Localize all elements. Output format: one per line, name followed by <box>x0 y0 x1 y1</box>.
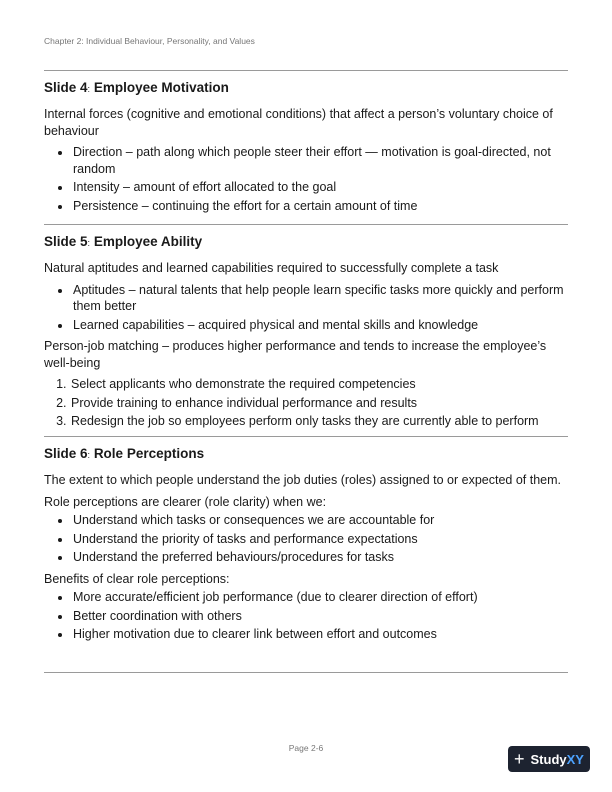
list-item: 3. Redesign the job so employees perform only tasks they are currently able to perform <box>70 413 568 430</box>
bullet-list <box>44 144 568 214</box>
list-item: • Persistence – continuing the effort for a certain amount of time <box>72 198 568 215</box>
list-item: • Understand the preferred behaviours/procedures for tasks <box>72 549 568 566</box>
studyxy-badge[interactable] <box>508 746 590 772</box>
bullet-list <box>44 589 568 643</box>
list-item: • Intensity – amount of effort allocated to the goal <box>72 179 568 196</box>
heading-colon: : <box>87 84 91 94</box>
list-item: • Aptitudes – natural talents that help people learn specific tasks more quickly and perform them better <box>72 282 568 315</box>
section-heading <box>44 445 568 464</box>
list-item: • Better coordination with others <box>72 608 568 625</box>
list-item: • More accurate/efficient job performance (due to clearer direction of effort) <box>72 589 568 606</box>
page-number: Page 2-6 <box>288 743 324 753</box>
bullet-list <box>44 282 568 334</box>
definition-text: Natural aptitudes and learned capabilities required to successfully complete a task <box>44 261 499 275</box>
brand-name: StudyXY <box>530 751 584 767</box>
divider <box>44 672 568 673</box>
slide-6-section <box>44 445 568 648</box>
paragraph: Role perceptions are clearer (role clarity) when we: <box>44 494 327 509</box>
section-heading <box>44 233 568 252</box>
slide-title: Employee Ability <box>93 234 203 249</box>
section-heading <box>44 79 568 98</box>
paragraph: Benefits of clear role perceptions: <box>44 571 230 586</box>
slide-5-section <box>44 233 568 435</box>
slide-4-section <box>44 79 568 219</box>
slide-number: Slide 6 <box>44 446 88 461</box>
list-item: 1. Select applicants who demonstrate the required competencies <box>70 376 568 393</box>
list-item: • Learned capabilities – acquired physical and mental skills and knowledge <box>72 317 568 334</box>
definition-text: Internal forces (cognitive and emotional conditions) that affect a person’s voluntary choice of behaviour <box>44 107 553 138</box>
paragraph: Person-job matching – produces higher performance and tends to increase the employee’s well-being <box>44 339 547 370</box>
divider <box>44 436 568 437</box>
list-item: • Higher motivation due to clearer link between effort and outcomes <box>72 626 568 643</box>
definition-text: The extent to which people understand the job duties (roles) assigned to or expected of them. <box>44 473 561 487</box>
running-header: Chapter 2: Individual Behaviour, Personality, and Values <box>44 36 255 46</box>
list-item: • Direction – path along which people steer their effort — motivation is goal-directed, not random <box>72 144 568 177</box>
divider <box>44 224 568 225</box>
slide-number: Slide 4 <box>44 80 88 95</box>
heading-colon: : <box>87 450 91 460</box>
list-item: 2. Provide training to enhance individual performance and results <box>70 395 568 412</box>
bullet-list <box>44 512 568 566</box>
slide-title: Role Perceptions <box>93 446 205 461</box>
numbered-list <box>44 376 568 430</box>
divider <box>44 70 568 71</box>
plus-icon: + <box>514 749 525 769</box>
list-item: • Understand which tasks or consequences we are accountable for <box>72 512 568 529</box>
slide-number: Slide 5 <box>44 234 88 249</box>
slide-title: Employee Motivation <box>93 80 229 95</box>
heading-colon: : <box>87 238 91 248</box>
list-item: • Understand the priority of tasks and performance expectations <box>72 531 568 548</box>
